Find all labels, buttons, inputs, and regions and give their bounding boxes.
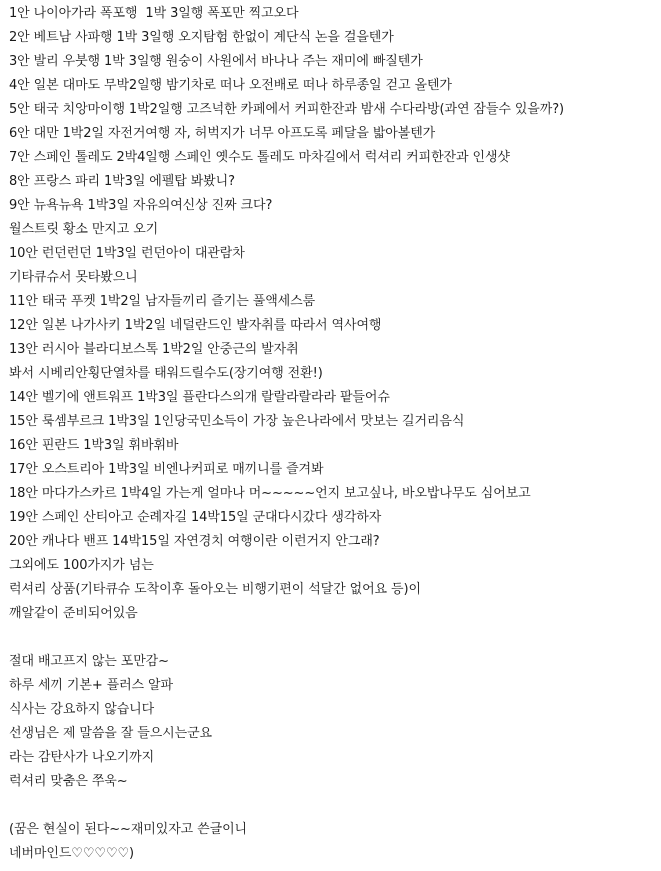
blank-line (9, 794, 657, 818)
blank-line (9, 626, 657, 650)
text-line-13: 11안 태국 푸켓 1박2일 남자들끼리 즐기는 풀액세스룸 (9, 294, 316, 309)
text-line-32: 라는 감탄사가 나오기까지 (9, 750, 155, 765)
text-line-26: 깨알같이 준비되어있음 (9, 606, 138, 621)
text-line-12: 기타큐슈서 못타봤으니 (9, 270, 138, 285)
text-line-28: 절대 배고프지 않는 포만감~ (9, 654, 169, 669)
text-line-25: 럭셔리 상품(기타큐슈 도착이후 돌아오는 비행기편이 석달간 없어요 등)이 (9, 582, 421, 597)
text-line-1: 1안 나이아가라 폭포행 1박 3일행 폭포만 찍고오다 (9, 6, 299, 21)
text-line-10: 월스트릿 황소 만지고 오기 (9, 222, 159, 237)
text-line-21: 18안 마다가스카르 1박4일 가는게 얼마나 머~~~~~언지 보고싶나, 바오밥나무도 심어보고 (9, 486, 531, 501)
text-line-14: 12안 일본 나가사키 1박2일 네덜란드인 발자취를 따라서 역사여행 (9, 318, 382, 333)
text-line-11: 10안 런던런던 1박3일 런던아이 대관람차 (9, 246, 245, 261)
text-line-16: 봐서 시베리안횡단열차를 태워드릴수도(장기여행 전환!) (9, 366, 323, 381)
text-line-7: 7안 스페인 톨레도 2박4일행 스페인 옛수도 톨레도 마차길에서 럭셔리 커피한잔과 인생샷 (9, 150, 510, 165)
text-line-19: 16안 핀란드 1박3일 휘바휘바 (9, 438, 179, 453)
text-line-18: 15안 룩셈부르크 1박3일 1인당국민소득이 가장 높은나라에서 맛보는 길거리음식 (9, 414, 465, 429)
text-line-6: 6안 대만 1박2일 자전거여행 자, 허벅지가 너무 아프도록 페달을 밟아볼텐가 (9, 126, 436, 141)
text-line-3: 3안 발리 우붓행 1박 3일행 원숭이 사원에서 바나나 주는 재미에 빠질텐가 (9, 54, 423, 69)
text-line-33: 럭셔리 맞춤은 쭈욱~ (9, 774, 128, 789)
text-line-29: 하루 세끼 기본+ 플러스 알파 (9, 678, 173, 693)
document-body (9, 2, 657, 866)
text-line-31: 선생님은 제 말씀을 잘 들으시는군요 (9, 726, 212, 741)
text-line-2: 2안 베트남 사파행 1박 3일행 오지탐험 한없이 계단식 논을 걸을텐가 (9, 30, 394, 45)
text-line-35: (꿈은 현실이 된다~~재미있자고 쓴글이니 (9, 822, 247, 837)
text-line-17: 14안 벨기에 앤트워프 1박3일 플란다스의개 랄랄라랄라라 팥들어슈 (9, 390, 390, 405)
text-line-22: 19안 스페인 산티아고 순례자길 14박15일 군대다시갔다 생각하자 (9, 510, 382, 525)
text-line-36: 네버마인드♡♡♡♡♡) (9, 846, 135, 861)
text-line-30: 식사는 강요하지 않습니다 (9, 702, 155, 717)
text-line-8: 8안 프랑스 파리 1박3일 에펠탑 봐봤니? (9, 174, 235, 189)
text-line-9: 9안 뉴욕뉴욕 1박3일 자유의여신상 진짜 크다? (9, 198, 273, 213)
text-line-24: 그외에도 100가지가 넘는 (9, 558, 154, 573)
text-line-23: 20안 캐나다 밴프 14박15일 자연경치 여행이란 이런거지 안그래? (9, 534, 380, 549)
text-line-20: 17안 오스트리아 1박3일 비엔나커피로 매끼니를 즐겨봐 (9, 462, 324, 477)
text-line-15: 13안 러시아 블라디보스톡 1박2일 안중근의 발자취 (9, 342, 299, 357)
text-line-4: 4안 일본 대마도 무박2일행 밤기차로 떠나 오전배로 떠나 하루종일 걷고 올텐가 (9, 78, 452, 93)
text-line-5: 5안 태국 치앙마이행 1박2일행 고즈넉한 카페에서 커피한잔과 밤새 수다라방(과연 잠들수 있을까?) (9, 102, 564, 117)
